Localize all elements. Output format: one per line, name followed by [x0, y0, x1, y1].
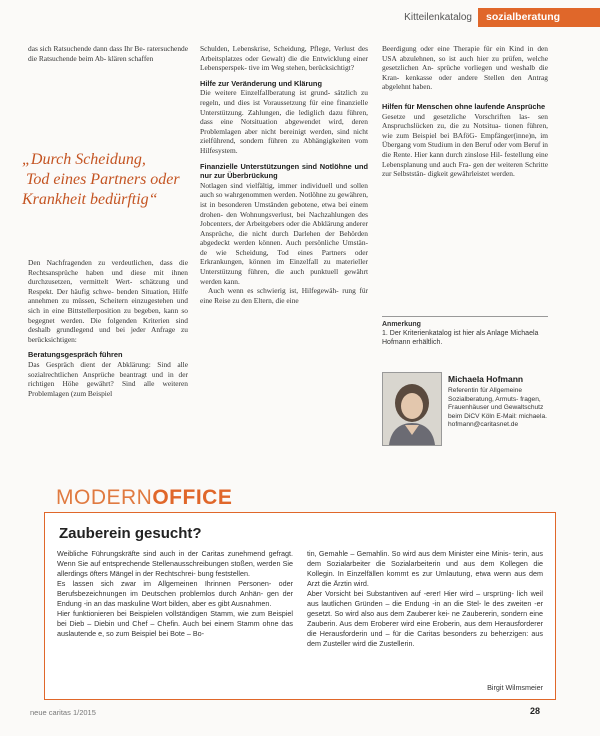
annotation: [382, 320, 548, 347]
column-3: [382, 44, 548, 179]
section-label: Kitteilenkatalog: [404, 12, 472, 23]
brand-label: sozialberatung: [478, 8, 600, 27]
box-left-paragraph-3: Hier funktionieren bei Beispielen vollständigen Stamm, wie zum Beispiel bei Dieb – Diebin und Chef – Chefin. Auch bei einem Stamm ohne das auslautende e, so zum Beispiel bei Bote – Bo-: [57, 609, 293, 638]
col3-paragraph-1: Beerdigung oder eine Therapie für ein Kind in den USA abzulehnen, so ist auch hier zu prüfen, welche gesetzlichen An- sprüche vorliegen und weshalb die Kran- kenkasse oder andere Stellen den Antrag abgelehnt haben.: [382, 44, 548, 92]
modern-office-title-part-2: OFFICE: [152, 486, 233, 509]
box-right-column: [307, 549, 543, 649]
box-title: Zauberein gesucht?: [59, 525, 202, 542]
col3-subhead: Hilfen für Menschen ohne laufende Ansprüche: [382, 101, 546, 111]
column-2: [200, 44, 368, 305]
box-right-paragraph-1: tin, Gemahle – Gemahlin. So wird aus dem Minister eine Minis- terin, aus dem Sozialarbeiter die Sozialarbeiterin und aus dem Kollegen die Kollegin. In Einzelfällen kommt es zur Umlautung, etwa wenn aus dem Arzt die Ärztin wird.: [307, 549, 543, 588]
author-box: [448, 374, 558, 430]
col2-subhead-1: Hilfe zur Veränderung und Klärung: [200, 78, 322, 88]
col1-paragraph-1: Den Nachfragenden zu verdeutlichen, dass die Rechtsansprüche haben und diese mit ihnen durchzusetzen, vermittelt Wert- schätzung und Respekt. Der häufig schwe- benden Situation, Hilfe annehmen zu müssen, Scheitern einzugestehen und sich in eine Bittstellerposition zu begeben, kann so begegnet werden. Die folgenden Kriterien sind deshalb grundlegend und bei jeder Anfrage zu berücksichtigen:: [28, 258, 188, 344]
author-bio: Referentin für Allgemeine Sozialberatung, Armuts- fragen, Frauenhäuser und Gewaltschutz beim DiCV Köln E-Mail: michaela. hofmann@caritasnet.de: [448, 387, 547, 429]
box-right-paragraph-2: Aber Vorsicht bei Substantiven auf -erer! Hier wird – ursprüng- lich weil aus lautlichen Gründen – die Endung -in an die Stel- le des zweiten -er gesetzt. So wird also aus dem Zauberer kei- ne Zaubererin, sondern eine Zauberin. Aus dem Eroberer wird eine Eroberin, aus dem Herausforderer die Herausforderin und – für die Caritas besonders zu beherzigen: aus dem Zusteller wird die Zustellerin.: [307, 589, 543, 648]
col1-paragraph-2: Das Gespräch dient der Abklärung: Sind alle sozialrechtlichen Ansprüche beantragt und in der richtigen Höhe gewährt? Sind alle weiteren Problemlagen (zum Beispiel: [28, 359, 188, 398]
author-photo: [382, 372, 442, 446]
footer-publication: neue caritas 1/2015: [30, 708, 96, 717]
page-number: 28: [530, 706, 541, 716]
author-name: Michaela Hofmann: [448, 374, 524, 384]
modern-office-title: [56, 486, 232, 510]
box-left-column: [57, 549, 293, 639]
annotation-rule: [382, 316, 548, 317]
pull-quote: [22, 150, 197, 210]
annotation-text: 1. Der Kriterienkatalog ist hier als Anlage Michaela Hofmann erhältlich.: [382, 330, 539, 346]
modern-office-title-part-1: MODERN: [56, 486, 153, 509]
pull-quote-line-3: Krankheit bedürftig“: [22, 191, 158, 208]
pull-quote-line-1: „Durch Scheidung,: [22, 151, 146, 168]
col1-subhead: Beratungsgespräch führen: [28, 350, 123, 360]
col1-top-text: das sich Ratsuchende dann dass Ihr Be- ratersuchende die Ratsuchende beim Ab- klären schaffen: [28, 44, 188, 63]
box-left-paragraph-2: Es lassen sich zwar im Allgemeinen Ihrinnen Personen- oder Berufsbezeichnungen im Deutschen problemlos durch Anhän- gen der Endung -in an das maskuline Wort bilden, aber es gibt Ausnahmen.: [57, 579, 293, 608]
annotation-heading: Anmerkung: [382, 321, 421, 328]
col3-paragraph-2: Gesetze und gesetzliche Vorschriften las- sen Anspruchslücken zu, die zu Notsitua- tionen führen, wie zum Beispiel bei BAföG- Empfänger(inne)n, im Übergang vom Studium in den Beruf oder vom Beruf in die Rente. Hier kann durch zinslose Hil- festellung eine Lebensplanung und auch Fra- gen der weiteren Schritte zur Selbststän- digkeit gewährleistet werden.: [382, 111, 548, 179]
col2-paragraph-1: Schulden, Lebenskrise, Scheidung, Pflege, Verlust des Arbeitsplatzes oder Gewalt) die die Entwicklung einer Lebensperspek- tive im Weg stehen, berücksichtigt?: [200, 44, 368, 73]
col2-paragraph-3: Notlagen sind vielfältig, immer individuell und sollen auch so wahrgenommen werden. Notlöhne zu gewähren, ist in besonderen Umständen gebotene, etwa bei einem drohen- den Wohnungsverlust, bei Nachzahlungen des Jobcenters, der Arbeitgebers oder die Abklärung anderer Ansprüche, die nicht durch Darlehen der Behörden abgedeckt werden können. Auch persönliche Umstän- de wie Scheidung, Tod eines Partners oder Erkrankungen, können im Einzelfall zu materieller Unterstützung führen, die auch punktuell gewährt werden kann.: [200, 180, 368, 286]
column-1: [28, 44, 188, 63]
pull-quote-line-2: Tod eines Partners oder: [26, 171, 180, 188]
box-signature: Birgit Wilmsmeier: [487, 683, 543, 692]
col2-subhead-2: Finanzielle Unterstützungen sind Notlöhne und nur zur Überbrückung: [200, 161, 368, 181]
col2-paragraph-2: Die weitere Einzelfallberatung ist grund- sätzlich zu regeln, und dies ist Voraussetzung für eine finanzielle Unterstützung. Zahlungen, die lediglich dazu führen, dass eine Notsituation abgewendet wird, deren Problemlagen aber nicht bereinigt werden, sind nicht zielführend, sondern führen zu Abhängigkeiten vom Hilfesystem.: [200, 88, 368, 155]
column-1-body: [28, 258, 188, 398]
modern-office-box: [44, 512, 556, 700]
box-left-paragraph-1: Weibliche Führungskräfte sind auch in der Caritas zunehmend gefragt. Wenn Sie auf entsprechende Stellenausschreibungen stoßen, werden Sie allerdings öfters Mängel in der Rechtschrei- bung feststellen.: [57, 549, 293, 578]
portrait-image: [383, 373, 441, 445]
col2-paragraph-4: Auch wenn es schwierig ist, Hilfegewäh- rung für eine Reise zu den Eltern, die eine: [200, 286, 368, 305]
